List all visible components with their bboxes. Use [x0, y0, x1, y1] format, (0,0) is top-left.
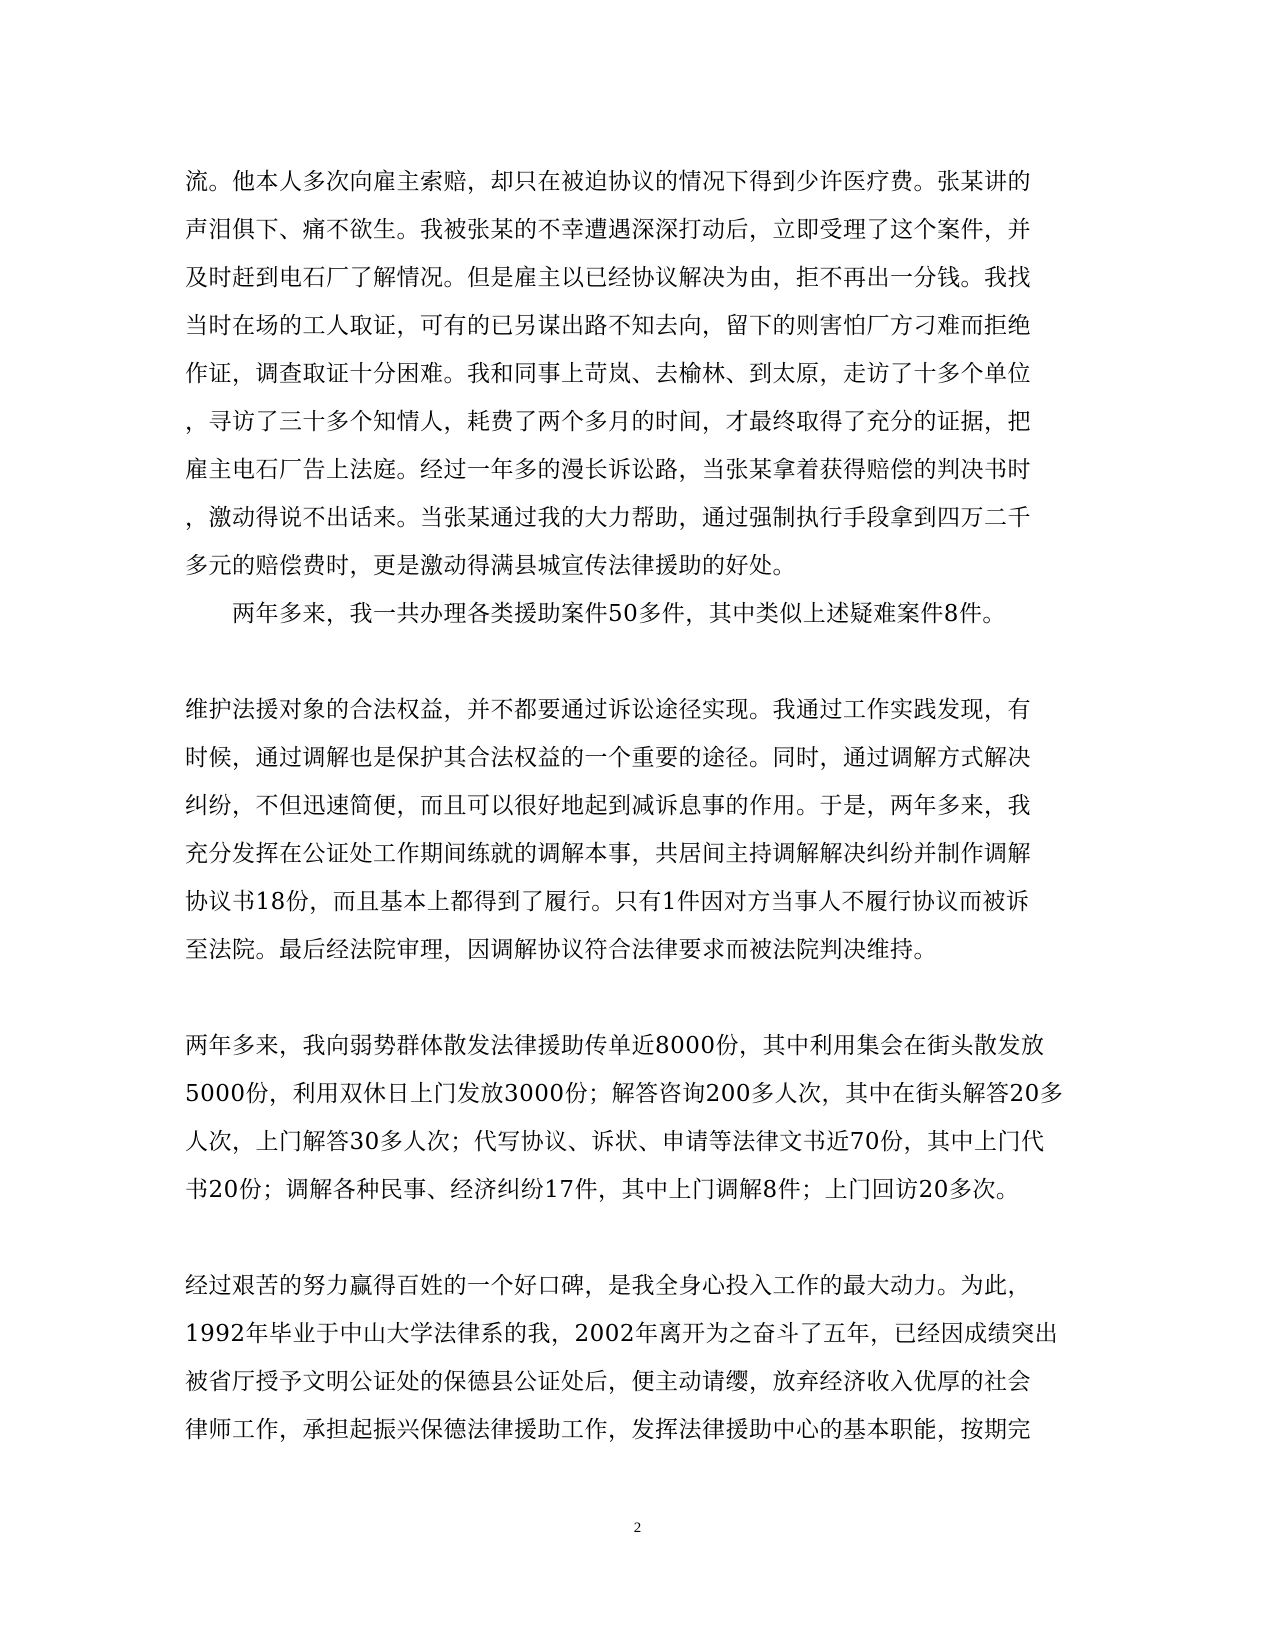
paragraph-4: [185, 1262, 1090, 1454]
paragraph-spacer: [185, 1214, 1090, 1262]
text-line: ，寻访了三十多个知情人，耗费了两个多月的时间，才最终取得了充分的证据，把: [185, 409, 1031, 435]
text-line: 1992年毕业于中山大学法律系的我，2002年离开为之奋斗了五年，已经因成绩突出: [185, 1321, 1059, 1347]
text-line: 时候，通过调解也是保护其合法权益的一个重要的途径。同时，通过调解方式解决: [185, 745, 1031, 771]
text-line: 至法院。最后经法院审理，因调解协议符合法律要求而被法院判决维持。: [185, 937, 937, 963]
text-line: 多元的赔偿费时，更是激动得满县城宣传法律援助的好处。: [185, 553, 796, 579]
paragraph-spacer: [185, 974, 1090, 1022]
paragraph-1: [185, 158, 1090, 638]
text-line: 雇主电石厂告上法庭。经过一年多的漫长诉讼路，当张某拿着获得赔偿的判决书时: [185, 457, 1031, 483]
text-line: 协议书18份，而且基本上都得到了履行。只有1件因对方当事人不履行协议而被诉: [185, 889, 1030, 915]
body-text: [185, 158, 1090, 1454]
page-number: 2: [633, 1520, 642, 1536]
text-line: 纠纷，不但迅速简便，而且可以很好地起到减诉息事的作用。于是，两年多来，我: [185, 793, 1031, 819]
text-line: 作证，调查取证十分困难。我和同事上苛岚、去榆林、到太原，走访了十多个单位: [185, 361, 1031, 387]
text-line: 当时在场的工人取证，可有的已另谋出路不知去向，留下的则害怕厂方刁难而拒绝: [185, 313, 1031, 339]
text-line: 书20份；调解各种民事、经济纠纷17件，其中上门调解8件；上门回访20多次。: [185, 1177, 1020, 1203]
text-line: ，激动得说不出话来。当张某通过我的大力帮助，通过强制执行手段拿到四万二千: [185, 505, 1031, 531]
text-line: 律师工作，承担起振兴保德法律援助工作，发挥法律援助中心的基本职能，按期完: [185, 1417, 1031, 1443]
text-line: 充分发挥在公证处工作期间练就的调解本事，共居间主持调解解决纠纷并制作调解: [185, 841, 1031, 867]
text-line: 5000份，利用双休日上门发放3000份；解答咨询200多人次，其中在街头解答20多: [185, 1081, 1064, 1107]
paragraph-spacer: [185, 638, 1090, 686]
paragraph-2: [185, 686, 1090, 974]
text-line: 两年多来，我一共办理各类援助案件50多件，其中类似上述疑难案件8件。: [185, 601, 1006, 627]
text-line: 被省厅授予文明公证处的保德县公证处后，便主动请缨，放弃经济收入优厚的社会: [185, 1369, 1031, 1395]
paragraph-3: [185, 1022, 1090, 1214]
text-line: 声泪俱下、痛不欲生。我被张某的不幸遭遇深深打动后，立即受理了这个案件，并: [185, 217, 1031, 243]
text-line: 及时赶到电石厂了解情况。但是雇主以已经协议解决为由，拒不再出一分钱。我找: [185, 265, 1031, 291]
text-line: 维护法援对象的合法权益，并不都要通过诉讼途径实现。我通过工作实践发现，有: [185, 697, 1031, 723]
text-line: 人次，上门解答30多人次；代写协议、诉状、申请等法律文书近70份，其中上门代: [185, 1129, 1045, 1155]
text-line: 经过艰苦的努力赢得百姓的一个好口碑，是我全身心投入工作的最大动力。为此，: [185, 1273, 1031, 1299]
text-line: 两年多来，我向弱势群体散发法律援助传单近8000份，其中利用集会在街头散发放: [185, 1033, 1045, 1059]
text-line: 流。他本人多次向雇主索赔，却只在被迫协议的情况下得到少许医疗费。张某讲的: [185, 169, 1031, 195]
